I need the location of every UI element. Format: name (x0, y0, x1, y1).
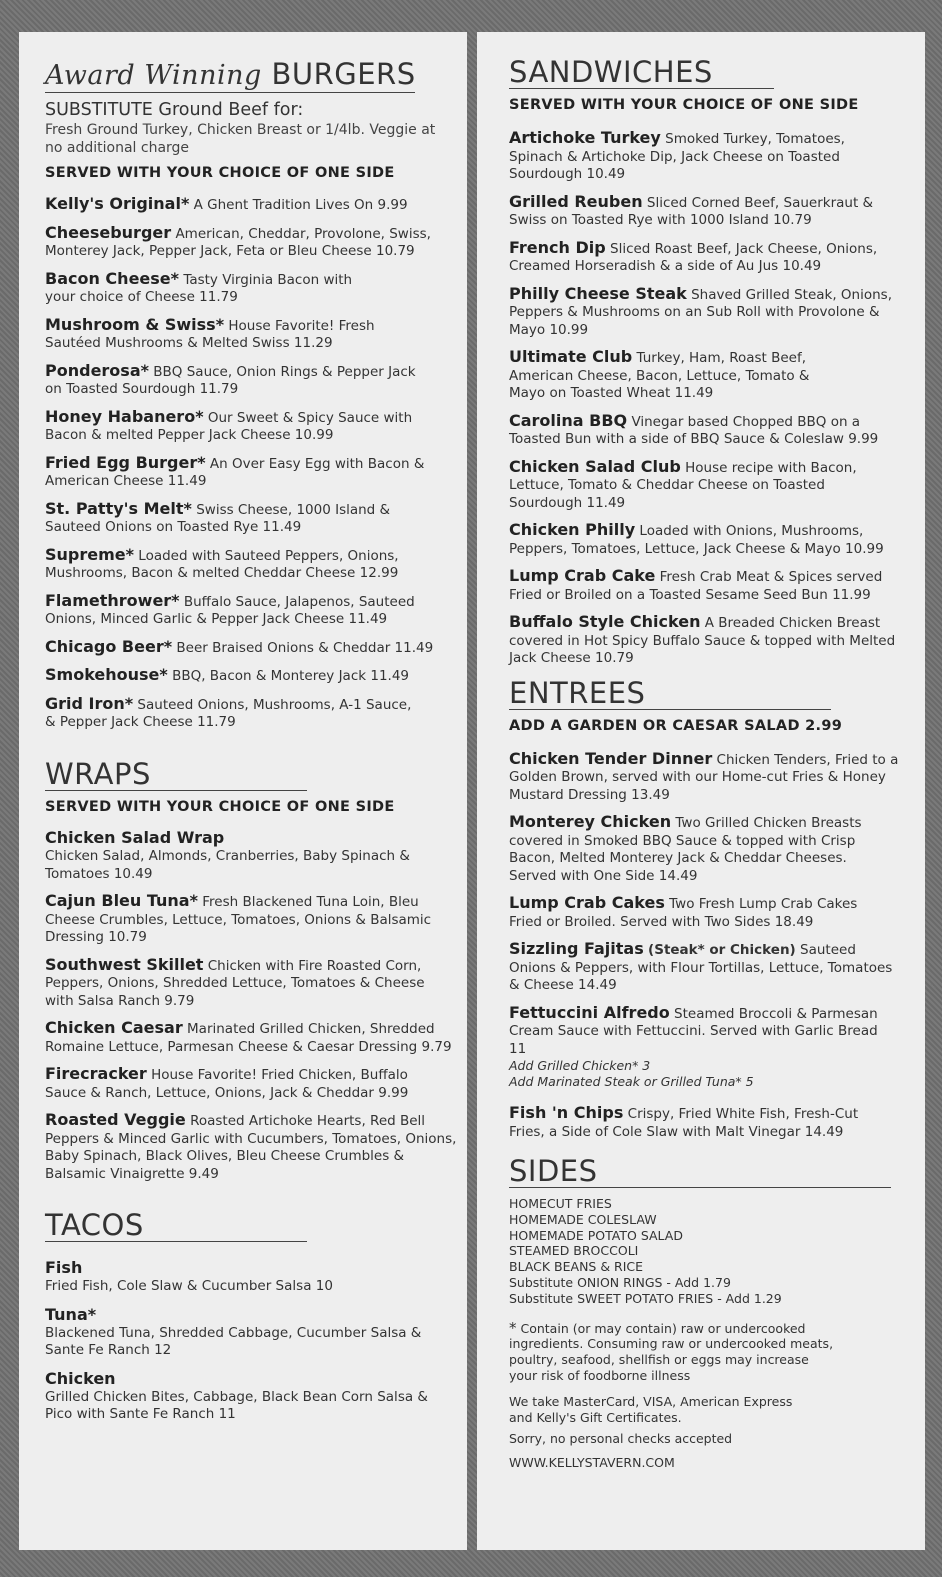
wraps-section (45, 758, 457, 1184)
item-desc: Blackened Tuna, Shredded Cabbage, Cucumber Salsa & Sante Fe Ranch 12 (45, 1324, 422, 1358)
menu-item (509, 193, 879, 230)
item-desc: An Over Easy Egg with Bacon & American Cheese 11.49 (45, 455, 425, 489)
item-desc: Chicken Salad, Almonds, Cranberries, Baby Spinach & Tomatoes 10.49 (45, 848, 410, 882)
side-item: Substitute ONION RINGS - Add 1.79 (509, 1274, 731, 1290)
menu-item (45, 829, 415, 884)
menu-item (45, 500, 415, 537)
item-name: Chicken Salad Club (509, 456, 681, 476)
item-name: Lump Crab Cakes (509, 893, 665, 912)
burgers-served-note: SERVED WITH YOUR CHOICE OF ONE SIDE (45, 165, 395, 181)
menu-item (45, 956, 445, 1011)
sandwiches-section (509, 56, 915, 668)
checks-note: Sorry, no personal checks accepted (509, 1431, 733, 1447)
item-name: Sizzling Fajitas (509, 939, 644, 958)
substitute-note: Fresh Ground Turkey, Chicken Breast or 1/4lb. Veggie at no additional charge (45, 122, 436, 156)
item-desc: BBQ Sauce, Onion Rings & Pepper Jack on Toasted Sourdough 11.79 (45, 363, 416, 397)
menu-item (45, 1111, 457, 1183)
menu-item (45, 638, 457, 658)
menu-item (509, 412, 894, 449)
item-name: Cheeseburger (45, 222, 172, 242)
menu-right-column (477, 32, 925, 1550)
item-name: Southwest Skillet (45, 954, 204, 974)
item-desc: Chicken Tenders, Fried to a Golden Brown, served with our Home-cut Fries & Honey Mustard Dressing 13.49 (509, 751, 899, 803)
menu-item (509, 129, 869, 184)
item-desc: A Breaded Chicken Breast covered in Hot Spicy Buffalo Sauce & topped with Melted Jack Cheese 10.79 (509, 615, 896, 666)
item-desc: Marinated Grilled Chicken, Shredded Romaine Lettuce, Parmesan Cheese & Caesar Dressing 9.79 (45, 1021, 452, 1055)
item-desc: Sauteed Onions, Mushrooms, A-1 Sauce, & Pepper Jack Cheese 11.79 (45, 696, 412, 730)
item-name: Ponderosa* (45, 360, 149, 380)
item-desc: Turkey, Ham, Roast Beef, American Cheese, Bacon, Lettuce, Tomato & Mayo on Toasted Wheat 11.49 (509, 350, 810, 401)
item-desc: Steamed Broccoli & Parmesan Cream Sauce with Fettuccini. Served with Garlic Bread 11 (509, 1005, 878, 1057)
menu-item (45, 695, 425, 732)
item-name: Flamethrower* (45, 590, 180, 610)
entrees-section (509, 677, 915, 1142)
item-name: Artichoke Turkey (509, 128, 661, 147)
menu-item (509, 567, 894, 604)
side-item: STEAMED BROCCOLI (509, 1243, 639, 1259)
item-desc: Swiss Cheese, 1000 Island & Sauteed Onions on Toasted Rye 11.49 (45, 501, 391, 535)
menu-item (45, 1258, 457, 1296)
menu-item (45, 316, 385, 353)
item-name: Chicago Beer* (45, 636, 173, 656)
side-item: BLACK BEANS & RICE (509, 1259, 644, 1275)
menu-item (509, 239, 889, 276)
item-name: French Dip (509, 237, 606, 257)
item-name: Fish (45, 1258, 83, 1277)
tacos-title: TACOS (45, 1208, 144, 1242)
substitute-heading: SUBSTITUTE Ground Beef for: (45, 100, 304, 120)
item-name: Fettuccini Alfredo (509, 1002, 670, 1022)
warning-text: Contain (or may contain) raw or undercooked ingredients. Consuming raw or undercooked meats, poultry, seafood, shellfish or eggs may increase your risk of foodborne illness (509, 1320, 834, 1383)
menu-item (45, 362, 435, 399)
wraps-served-note: SERVED WITH YOUR CHOICE OF ONE SIDE (45, 798, 395, 815)
menu-item (509, 894, 879, 931)
item-desc: Fresh Blackened Tuna Loin, Bleu Cheese Crumbles, Lettuce, Tomatoes, Onions & Balsamic Dressing 10.79 (45, 894, 432, 945)
menu-item (45, 408, 435, 445)
item-desc: Sliced Corned Beef, Sauerkraut & Swiss on Toasted Rye with 1000 Island 10.79 (509, 194, 874, 228)
item-desc: A Ghent Tradition Lives On 9.99 (193, 197, 408, 213)
menu-item (509, 1004, 879, 1091)
item-name: Carolina BBQ (509, 410, 628, 430)
item-name: Fried Egg Burger* (45, 452, 206, 472)
item-desc: Buffalo Sauce, Jalapenos, Sauteed Onions, Minced Garlic & Pepper Jack Cheese 11.49 (45, 593, 415, 627)
item-desc: Sauteed Onions & Peppers, with Flour Tortillas, Lettuce, Tomatoes & Cheese 14.49 (509, 942, 893, 993)
foodborne-warning (509, 1318, 839, 1384)
burgers-section (45, 58, 457, 732)
item-name: Supreme* (45, 544, 134, 564)
item-desc: Two Grilled Chicken Breasts covered in Smoked BBQ Sauce & topped with Crisp Bacon, Melted Monterey Jack & Cheddar Cheeses. Served with One Side 14.49 (509, 815, 862, 884)
item-desc: American, Cheddar, Provolone, Swiss, Monterey Jack, Pepper Jack, Feta or Bleu Cheese 10.79 (45, 225, 431, 259)
menu-item (509, 285, 904, 340)
menu-item (45, 195, 457, 215)
burgers-title (45, 58, 457, 92)
item-desc: Roasted Artichoke Hearts, Red Bell Peppers & Minced Garlic with Cucumbers, Tomatoes, Onions, Baby Spinach, Black Olives, Bleu Cheese Crumbles & Balsamic Vinaigrette 9.49 (45, 1113, 457, 1182)
item-name: Monterey Chicken (509, 812, 672, 831)
side-item: Substitute SWEET POTATO FRIES - Add 1.29 (509, 1290, 782, 1306)
burgers-title-rule (45, 92, 415, 93)
menu-left-column (19, 32, 467, 1550)
item-name: Bacon Cheese* (45, 268, 180, 288)
item-desc: Two Fresh Lump Crab Cakes Fried or Broiled. Served with Two Sides 18.49 (509, 896, 858, 930)
sides-list (509, 1196, 915, 1307)
item-desc: Beer Braised Onions & Cheddar 11.49 (176, 639, 434, 656)
item-name: Lump Crab Cake (509, 566, 656, 585)
entrees-title: ENTREES (509, 675, 646, 710)
item-desc: Sliced Roast Beef, Jack Cheese, Onions, Creamed Horseradish & a side of Au Jus 10.49 (509, 240, 878, 274)
sides-section (509, 1155, 915, 1307)
item-desc: Crispy, Fried White Fish, Fresh-Cut Fries, a Side of Cole Slaw with Malt Vinegar 14.49 (509, 1106, 859, 1140)
item-option: (Steak* or Chicken) (648, 942, 796, 958)
menu-item (45, 224, 457, 261)
menu-item (509, 458, 879, 513)
item-name: Chicken Tender Dinner (509, 748, 713, 768)
item-name: Ultimate Club (509, 347, 633, 366)
side-item: HOMEMADE COLESLAW (509, 1211, 657, 1227)
item-desc: Fried Fish, Cole Slaw & Cucumber Salsa 10 (45, 1278, 333, 1294)
menu-item (45, 1019, 457, 1056)
item-name: Firecracker (45, 1064, 147, 1083)
item-desc: Chicken with Fire Roasted Corn, Peppers, Onions, Shredded Lettuce, Tomatoes & Cheese with Salsa Ranch 9.79 (45, 957, 425, 1009)
menu-item (45, 1305, 435, 1360)
item-name: St. Patty's Melt* (45, 498, 192, 518)
item-name: Mushroom & Swiss* (45, 314, 225, 334)
item-desc: Fresh Crab Meat & Spices served Fried or Broiled on a Toasted Sesame Seed Bun 11.99 (509, 569, 883, 603)
item-name: Buffalo Style Chicken (509, 612, 701, 631)
item-desc: Smoked Turkey, Tomatoes, Spinach & Artichoke Dip, Jack Cheese on Toasted Sourdough 10.49 (509, 131, 845, 182)
side-item: HOMECUT FRIES (509, 1196, 612, 1211)
sandwiches-title: SANDWICHES (509, 55, 713, 89)
menu-item (45, 1065, 425, 1102)
item-desc: Tasty Virginia Bacon with your choice of Cheese 11.79 (45, 271, 353, 305)
item-desc: Loaded with Onions, Mushrooms, Peppers, Tomatoes, Lettuce, Jack Cheese & Mayo 10.99 (509, 523, 884, 557)
tacos-section (45, 1209, 457, 1424)
menu-item (45, 546, 457, 583)
item-desc: Loaded with Sauteed Peppers, Onions, Mushrooms, Bacon & melted Cheddar Cheese 12.99 (45, 547, 399, 581)
sides-title: SIDES (509, 1154, 598, 1188)
burgers-title-text: BURGERS (271, 57, 416, 91)
item-name: Chicken Philly (509, 520, 636, 539)
menu-item (509, 750, 904, 805)
menu-item (509, 940, 899, 995)
menu-item (45, 666, 457, 686)
item-name: Chicken Salad Wrap (45, 827, 225, 847)
menu-item (509, 348, 829, 403)
sandwiches-served-note: SERVED WITH YOUR CHOICE OF ONE SIDE (509, 97, 859, 113)
menu-item (509, 521, 894, 558)
item-desc: House recipe with Bacon, Lettuce, Tomato & Cheddar Cheese on Toasted Sourdough 11.49 (509, 459, 857, 511)
item-desc: Grilled Chicken Bites, Cabbage, Black Bean Corn Salsa & Pico with Sante Fe Ranch 11 (45, 1388, 428, 1422)
item-name: Chicken Caesar (45, 1018, 183, 1037)
menu-item (509, 813, 879, 885)
item-name: Honey Habanero* (45, 406, 204, 426)
item-name: Chicken (45, 1368, 116, 1388)
menu-item (509, 1104, 879, 1141)
payment-note: We take MasterCard, VISA, American Express and Kelly's Gift Certificates. (509, 1393, 793, 1425)
item-desc: BBQ, Bacon & Monterey Jack 11.49 (172, 668, 410, 684)
item-name: Fish 'n Chips (509, 1103, 624, 1122)
add-on-note: Add Marinated Steak or Grilled Tuna* 5 (509, 1074, 754, 1089)
menu-item (45, 1369, 435, 1424)
wraps-title: WRAPS (45, 756, 151, 791)
asterisk-symbol: * (509, 1318, 517, 1337)
item-desc: Shaved Grilled Steak, Onions, Peppers & Mushrooms on an Sub Roll with Provolone & Mayo 10.99 (509, 286, 893, 338)
menu-item (45, 592, 435, 629)
item-name: Cajun Bleu Tuna* (45, 891, 198, 910)
item-name: Grilled Reuben (509, 191, 643, 211)
item-name: Smokehouse* (45, 665, 168, 684)
website-link[interactable]: WWW.KELLYSTAVERN.COM (509, 1455, 675, 1471)
item-desc: Vinegar based Chopped BBQ on a Toasted Bun with a side of BBQ Sauce & Coleslaw 9.99 (509, 413, 879, 447)
menu-item (45, 454, 425, 491)
entrees-salad-note: ADD A GARDEN OR CAESAR SALAD 2.99 (509, 717, 843, 734)
menu-item (45, 270, 365, 307)
item-name: Roasted Veggie (45, 1110, 186, 1129)
item-name: Tuna* (45, 1304, 97, 1324)
item-desc: House Favorite! Fresh Sautéed Mushrooms & Melted Swiss 11.29 (45, 317, 375, 351)
side-item: HOMEMADE POTATO SALAD (509, 1227, 683, 1243)
item-name: Grid Iron* (45, 693, 134, 713)
item-desc: House Favorite! Fried Chicken, Buffalo Sauce & Ranch, Lettuce, Onions, Jack & Cheddar 9.99 (45, 1067, 409, 1101)
item-name: Kelly's Original* (45, 194, 190, 213)
item-name: Philly Cheese Steak (509, 283, 687, 303)
menu-item (45, 892, 435, 947)
add-on-note: Add Grilled Chicken* 3 (509, 1058, 651, 1073)
burgers-title-script: Award Winning (45, 60, 262, 91)
menu-item (509, 613, 904, 668)
item-desc: Our Sweet & Spicy Sauce with Bacon & melted Pepper Jack Cheese 10.99 (45, 409, 413, 443)
